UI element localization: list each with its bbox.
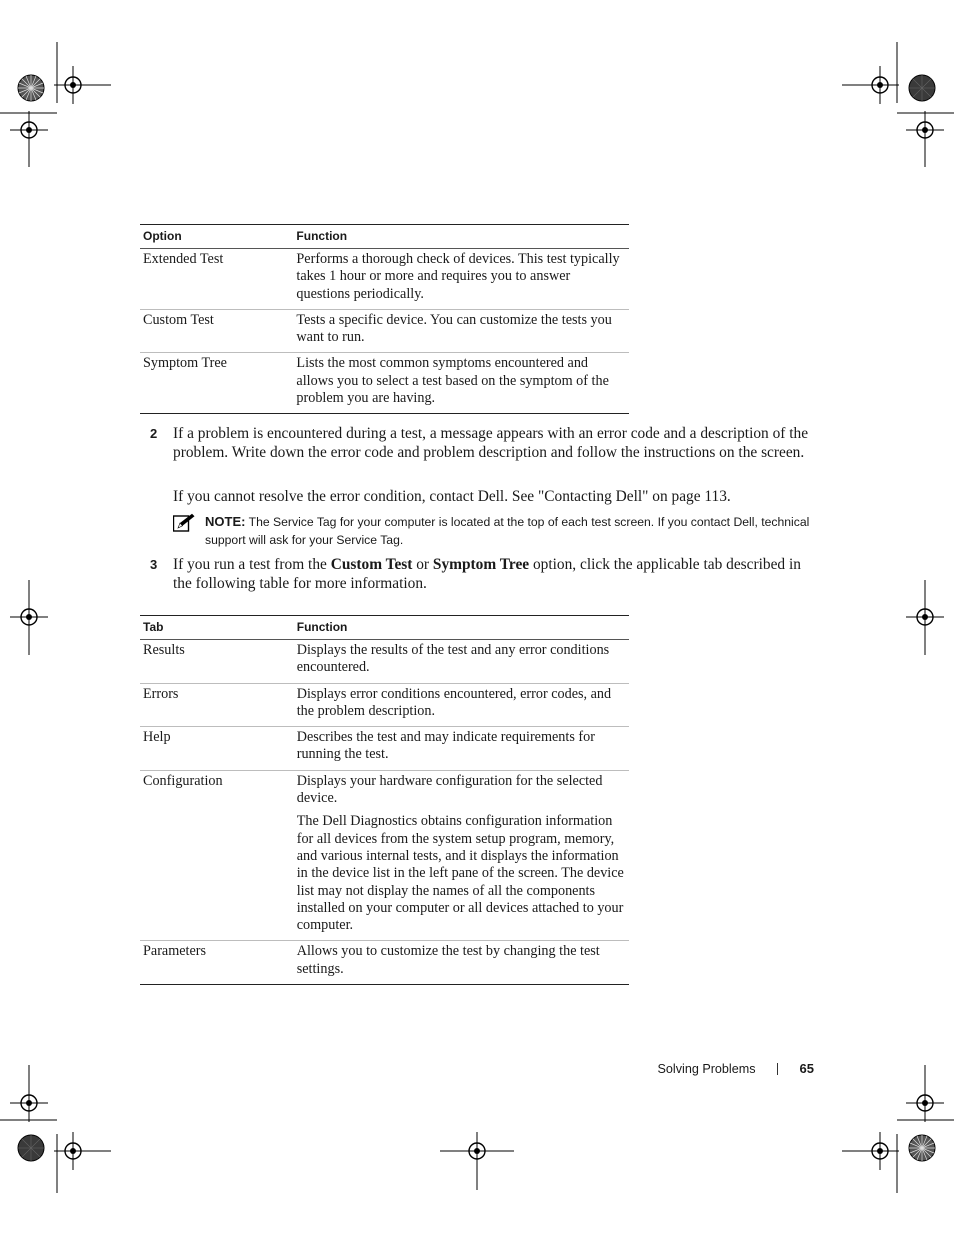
step-3 bbox=[140, 555, 820, 593]
step-number: 3 bbox=[150, 557, 158, 572]
option-cell: Symptom Tree bbox=[140, 353, 293, 414]
function-cell: Allows you to customize the test by changing the test settings. bbox=[294, 941, 629, 985]
step-2-followup: If you cannot resolve the error condition, contact Dell. See "Contacting Dell" on page 113. bbox=[173, 488, 731, 505]
table-row bbox=[140, 727, 629, 771]
footer-divider bbox=[777, 1063, 778, 1075]
function-paragraph: Displays your hardware configuration for the selected device. bbox=[296, 772, 603, 807]
step-number: 2 bbox=[150, 426, 158, 441]
table-row bbox=[140, 249, 629, 310]
step-text: If a problem is encountered during a test, a message appears with an error code and a description of the problem. Write down the error code and problem description and follow the instructions on the screen. bbox=[173, 425, 809, 462]
option-cell: Extended Test bbox=[140, 249, 293, 310]
column-header-function: Function bbox=[294, 616, 629, 640]
table-row bbox=[140, 941, 629, 985]
step-text-mid: or bbox=[412, 556, 433, 573]
table-row bbox=[140, 683, 629, 727]
page-number: 65 bbox=[799, 1061, 814, 1077]
table-row bbox=[140, 309, 629, 353]
function-cell: Lists the most common symptoms encountered and allows you to select a test based on the symptom of the problem you are having. bbox=[293, 353, 629, 414]
note-text: The Service Tag for your computer is located at the top of each test screen. If you contact Dell, technical support will ask for your Service Tag. bbox=[205, 515, 810, 547]
function-cell: Describes the test and may indicate requirements for running the test. bbox=[294, 727, 629, 771]
tab-cell: Errors bbox=[140, 683, 294, 727]
column-header-function: Function bbox=[293, 225, 629, 249]
function-paragraph: The Dell Diagnostics obtains configuration information for all devices from the system setup program, memory, and various internal tests, and it displays the information in the device list in the left pane of the screen. The device list may not display the names of all the components installed on your computer or all devices attached to your computer. bbox=[296, 813, 624, 934]
term-symptom-tree: Symptom Tree bbox=[432, 556, 530, 573]
tabs-table-header bbox=[140, 616, 629, 640]
options-table bbox=[140, 224, 629, 414]
footer-section-title: Solving Problems bbox=[657, 1061, 756, 1076]
term-custom-test: Custom Test bbox=[330, 556, 413, 573]
note-pencil-icon bbox=[173, 513, 195, 533]
note-box bbox=[173, 513, 813, 549]
tab-cell: Results bbox=[140, 640, 294, 684]
step-2 bbox=[140, 424, 820, 462]
page-footer bbox=[658, 1061, 814, 1081]
column-header-option: Option bbox=[140, 225, 293, 249]
tab-cell: Help bbox=[140, 727, 294, 771]
note-label: NOTE: bbox=[205, 514, 246, 529]
option-cell: Custom Test bbox=[140, 309, 293, 353]
function-cell bbox=[294, 770, 629, 941]
step-text-prefix: If you run a test from the bbox=[173, 556, 331, 573]
step-text bbox=[173, 555, 820, 593]
options-table-header bbox=[140, 225, 629, 249]
function-cell: Displays error conditions encountered, error codes, and the problem description. bbox=[294, 683, 629, 727]
tabs-table bbox=[140, 615, 629, 985]
tab-cell: Configuration bbox=[140, 770, 294, 941]
table-row bbox=[140, 353, 629, 414]
column-header-tab: Tab bbox=[140, 616, 294, 640]
function-cell: Performs a thorough check of devices. This test typically takes 1 hour or more and requires you to answer questions periodically. bbox=[293, 249, 629, 310]
tab-cell: Parameters bbox=[140, 941, 294, 985]
table-row bbox=[140, 640, 629, 684]
function-cell: Tests a specific device. You can customize the tests you want to run. bbox=[293, 309, 629, 353]
function-cell: Displays the results of the test and any error conditions encountered. bbox=[294, 640, 629, 684]
table-row bbox=[140, 770, 629, 941]
step-text-suffix: option, click the applicable tab described in the following table for more information. bbox=[173, 556, 801, 593]
